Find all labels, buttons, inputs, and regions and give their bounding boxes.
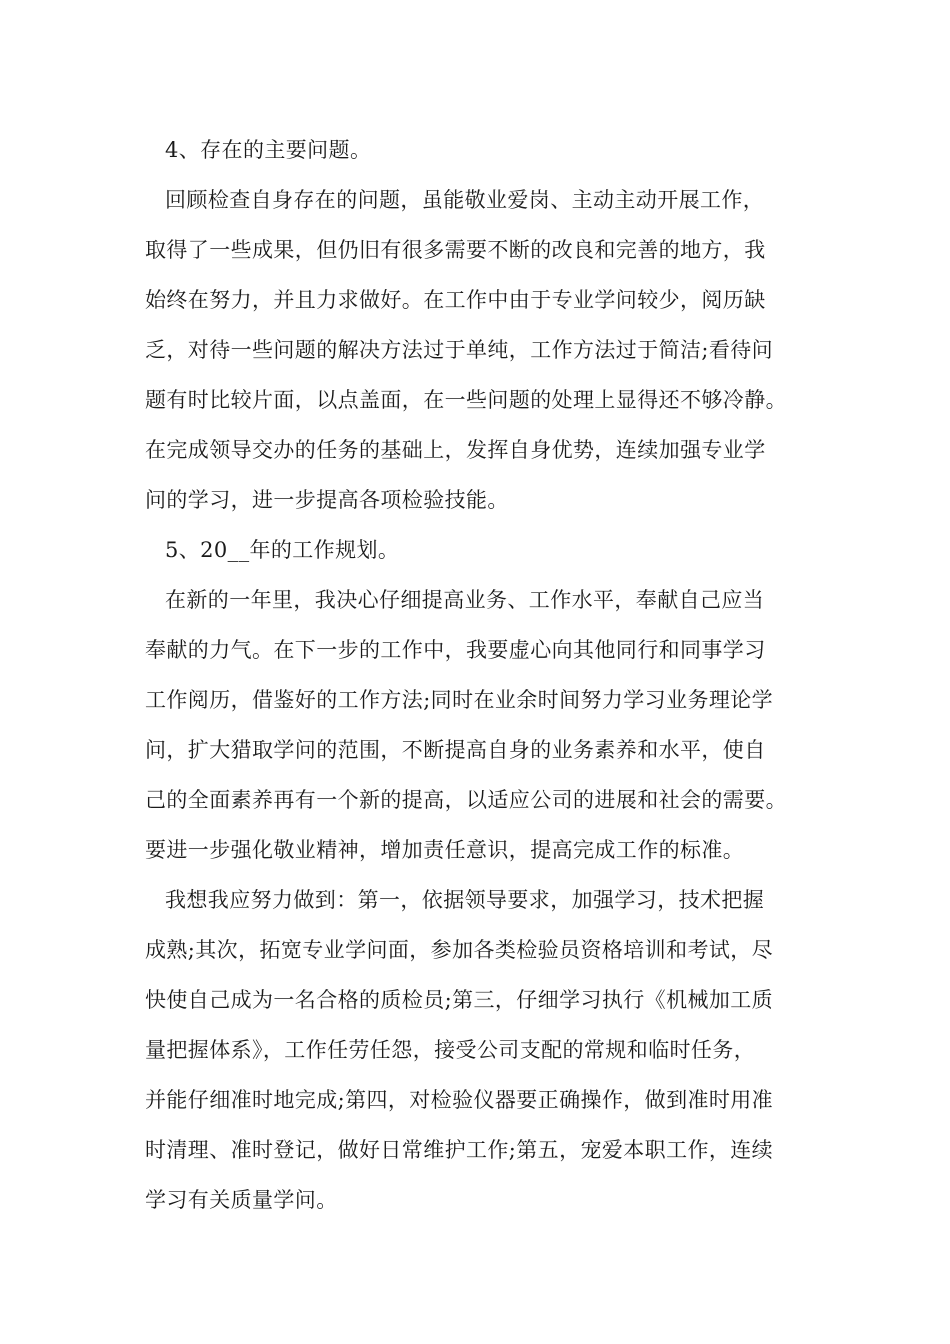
paragraph-line: 取得了一些成果，但仍旧有很多需要不断的改良和完善的地方，我: [145, 238, 766, 262]
paragraph-line: 量把握体系》，工作任劳任怨，接受公司支配的常规和临时任务，: [145, 1038, 756, 1062]
paragraph-line: 奉献的力气。在下一步的工作中，我要虚心向其他同行和同事学习: [145, 638, 766, 662]
paragraph-line: 我想我应努力做到：第一，依据领导要求，加强学习，技术把握: [165, 888, 765, 912]
paragraph-line: 在完成领导交办的任务的基础上，发挥自身优势，连续加强专业学: [145, 438, 766, 462]
paragraph-line: 己的全面素养再有一个新的提高，以适应公司的进展和社会的需要。: [145, 788, 787, 812]
paragraph-line: 始终在努力，并且力求做好。在工作中由于专业学问较少，阅历缺: [145, 288, 766, 312]
paragraph-line: 乏，对待一些问题的解决方法过于单纯，工作方法过于简洁;看待问: [145, 338, 774, 362]
paragraph-line: 时清理、准时登记，做好日常维护工作;第五，宠爱本职工作，连续: [145, 1138, 774, 1162]
paragraph-line: 题有时比较片面，以点盖面，在一些问题的处理上显得还不够冷静。: [145, 388, 787, 412]
paragraph-line: 工作阅历，借鉴好的工作方法;同时在业余时间努力学习业务理论学: [145, 688, 774, 712]
paragraph-line: 在新的一年里，我决心仔细提高业务、工作水平，奉献自己应当: [165, 588, 765, 612]
paragraph-line: 快使自己成为一名合格的质检员;第三，仔细学习执行《机械加工质: [145, 988, 774, 1012]
paragraph-line: 要进一步强化敬业精神，增加责任意识，提高完成工作的标准。: [145, 838, 745, 862]
paragraph-line: 并能仔细准时地完成;第四，对检验仪器要正确操作，做到准时用准: [145, 1088, 774, 1112]
paragraph-line: 问，扩大猎取学问的范围，不断提高自身的业务素养和水平，使自: [145, 738, 766, 762]
heading-main-problems: 4、存在的主要问题。: [165, 138, 372, 162]
heading-work-plan: 5、20__年的工作规划。: [165, 538, 400, 562]
paragraph-line: 回顾检查自身存在的问题，虽能敬业爱岗、主动主动开展工作，: [165, 188, 765, 212]
paragraph-line: 学习有关质量学问。: [145, 1188, 338, 1212]
paragraph-line: 问的学习，进一步提高各项检验技能。: [145, 488, 509, 512]
paragraph-line: 成熟;其次，拓宽专业学问面，参加各类检验员资格培训和考试，尽: [145, 938, 774, 962]
